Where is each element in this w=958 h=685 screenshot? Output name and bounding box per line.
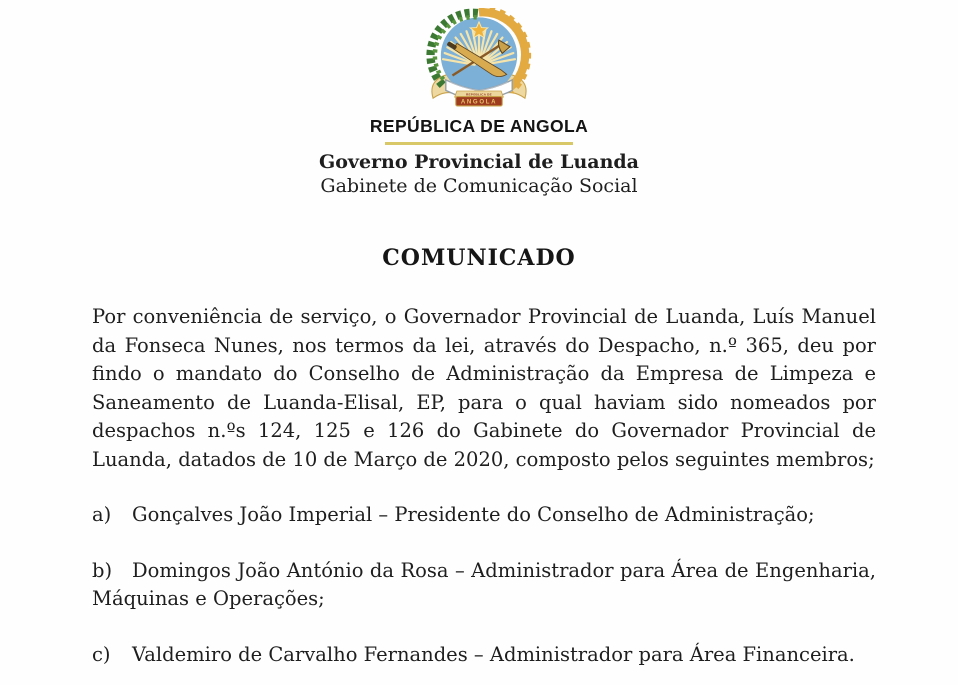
list-item-text: Gonçalves João Imperial – Presidente do Conselho de Administração; xyxy=(132,503,815,526)
document-title: COMUNICADO xyxy=(382,245,576,271)
list-item-a xyxy=(92,501,876,530)
list-item-text: Valdemiro de Carvalho Fernandes – Administrador para Área Financeira. xyxy=(132,642,855,666)
list-item-c xyxy=(92,641,876,670)
list-item-text: Domingos João António da Rosa – Administrador para Área de Engenharia, Máquinas e Operações; xyxy=(92,558,876,610)
list-item-label: b) xyxy=(92,558,113,582)
emblem-banner-top-text: REPÚBLICA DE xyxy=(466,92,492,97)
angola-coat-of-arms-icon xyxy=(0,8,958,112)
office-name: Gabinete de Comunicação Social xyxy=(320,175,638,197)
list-item-label: c) xyxy=(92,642,111,666)
republic-title: REPÚBLICA DE ANGOLA xyxy=(369,116,589,136)
body-paragraph: Por conveniência de serviço, o Governador Provincial de Luanda, Luís Manuel da Fonseca Nunes, nos termos da lei, através do Despacho, n.º 365, deu por findo o mandato do Conselho de Administração da Empresa de Limpeza e Saneamento de Luanda-Elisal, EP, para o qual haviam sido nomeados por despachos n.ºs 124, 125 e 126 do Gabinete do Governador Provincial de Luanda, datados de 10 de Março de 2020, composto pelos seguintes membros; xyxy=(92,305,876,471)
government-name: Governo Provincial de Luanda xyxy=(319,151,639,173)
document-body xyxy=(0,245,958,669)
document-content xyxy=(92,303,876,669)
list-item-b xyxy=(92,557,876,614)
emblem-banner-text: ANGOLA xyxy=(460,98,498,106)
gold-divider xyxy=(385,142,573,145)
document-header xyxy=(0,0,958,198)
list-item-label: a) xyxy=(92,503,112,526)
